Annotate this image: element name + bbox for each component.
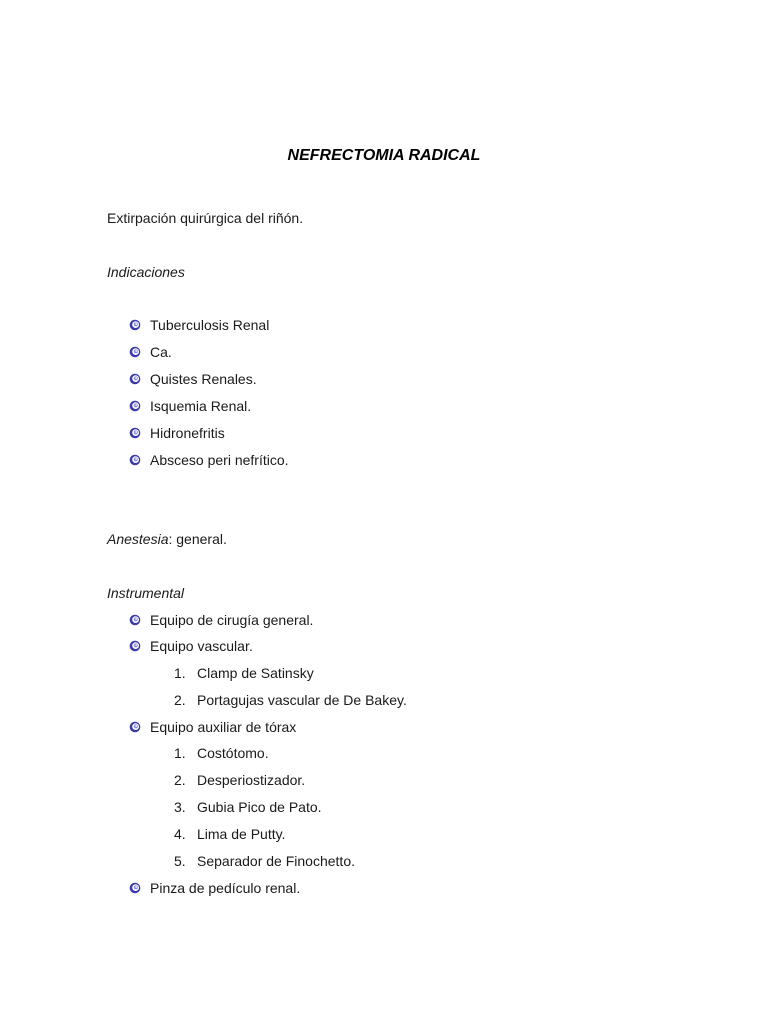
anestesia-line xyxy=(107,530,227,548)
indicacion-label: Isquemia Renal. xyxy=(150,398,252,414)
subitem-number: 1. xyxy=(174,665,186,681)
subitem-number: 2. xyxy=(174,772,186,788)
indicacion-label: Absceso peri nefrítico. xyxy=(150,452,289,468)
spiral-bullet-icon xyxy=(129,319,141,331)
indicacion-item xyxy=(129,343,172,361)
document-title: NEFRECTOMIA RADICAL xyxy=(287,147,481,164)
indicacion-label: Quistes Renales. xyxy=(150,371,257,387)
spiral-bullet-icon xyxy=(129,346,141,358)
spiral-bullet-icon xyxy=(129,400,141,412)
spiral-bullet-icon xyxy=(129,640,141,652)
intro-paragraph: Extirpación quirúrgica del riñón. xyxy=(107,210,304,226)
numbered-subitem xyxy=(174,825,285,843)
instrumental-item xyxy=(129,879,300,897)
subitem-label: Clamp de Satinsky xyxy=(197,665,314,681)
subitem-label: Portagujas vascular de De Bakey. xyxy=(197,692,407,708)
subitem-number: 2. xyxy=(174,692,186,708)
spiral-bullet-icon xyxy=(129,454,141,466)
instrumental-label: Equipo auxiliar de tórax xyxy=(150,719,297,735)
subitem-number: 5. xyxy=(174,853,186,869)
instrumental-label: Pinza de pedículo renal. xyxy=(150,880,301,896)
instrumental-label: Equipo vascular. xyxy=(150,638,253,654)
numbered-subitem xyxy=(174,798,322,816)
indicacion-item xyxy=(129,397,251,415)
indicacion-label: Ca. xyxy=(150,344,172,360)
instrumental-item xyxy=(129,637,253,655)
spiral-bullet-icon xyxy=(129,882,141,894)
subitem-number: 4. xyxy=(174,826,186,842)
spiral-bullet-icon xyxy=(129,373,141,385)
spiral-bullet-icon xyxy=(129,614,141,626)
spiral-bullet-icon xyxy=(129,427,141,439)
indicacion-item xyxy=(129,370,257,388)
numbered-subitem xyxy=(174,852,355,870)
indicacion-label: Hidronefritis xyxy=(150,425,225,441)
indicacion-label: Tuberculosis Renal xyxy=(150,317,270,333)
subitem-label: Lima de Putty. xyxy=(197,826,286,842)
indicacion-item xyxy=(129,316,269,334)
indicaciones-heading: Indicaciones xyxy=(107,264,185,280)
indicacion-item xyxy=(129,424,225,442)
instrumental-item xyxy=(129,718,296,736)
numbered-subitem xyxy=(174,691,407,709)
numbered-subitem xyxy=(174,664,314,682)
instrumental-item xyxy=(129,611,313,629)
anestesia-value: : general. xyxy=(168,531,227,547)
anestesia-label: Anestesia xyxy=(107,531,169,547)
numbered-subitem xyxy=(174,744,269,762)
indicacion-item xyxy=(129,451,289,469)
subitem-number: 3. xyxy=(174,799,186,815)
instrumental-heading: Instrumental xyxy=(107,585,185,601)
subitem-label: Separador de Finochetto. xyxy=(197,853,355,869)
subitem-number: 1. xyxy=(174,745,186,761)
spiral-bullet-icon xyxy=(129,721,141,733)
instrumental-label: Equipo de cirugía general. xyxy=(150,612,314,628)
subitem-label: Gubia Pico de Pato. xyxy=(197,799,322,815)
subitem-label: Desperiostizador. xyxy=(197,772,306,788)
subitem-label: Costótomo. xyxy=(197,745,269,761)
numbered-subitem xyxy=(174,771,305,789)
